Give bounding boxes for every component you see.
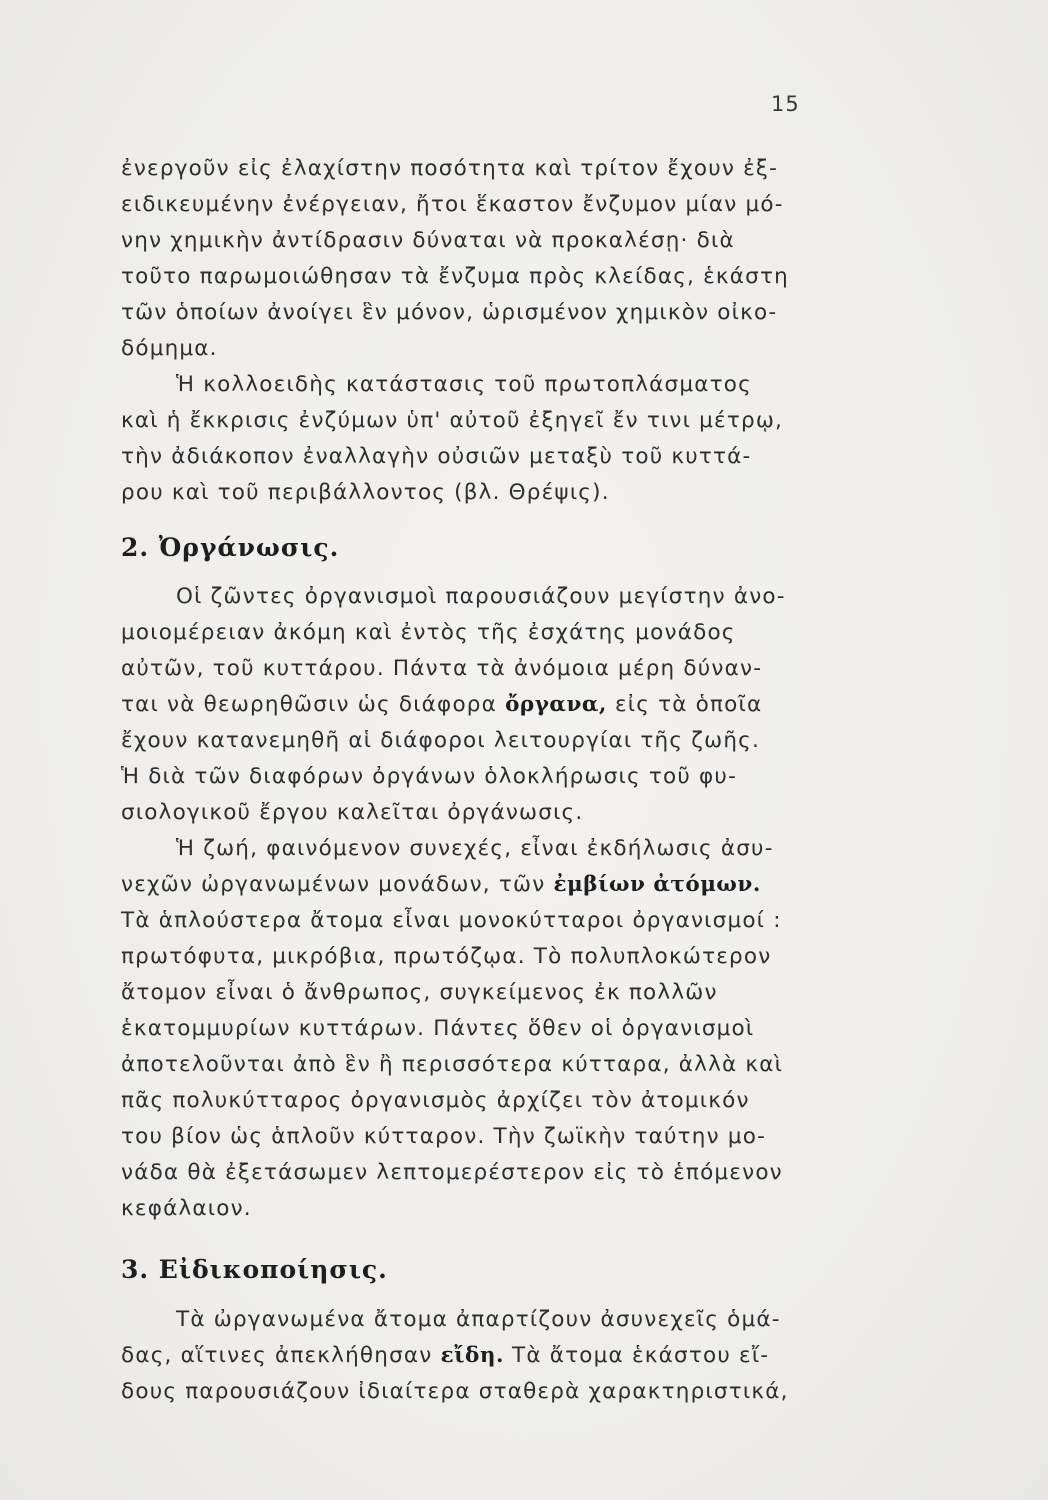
text-segment: εἰς τὰ ὁποῖα — [614, 692, 763, 717]
text-line: ρου καὶ τοῦ περιβάλλοντος (βλ. Θρέψις). — [121, 480, 610, 505]
text-line: του βίον ὡς ἁπλοῦν κύτταρον. Τὴν ζωϊκὴν ταύτην μο- — [121, 1124, 767, 1149]
text-segment: Τὰ ἄτομα ἑκάστου εἴ- — [512, 1343, 770, 1368]
text-line: τὴν ἀδιάκοπον ἐναλλαγὴν οὐσιῶν μεταξὺ τοῦ κυττά- — [121, 444, 752, 469]
text-line: ἔχουν κατανεμηθῆ αἱ διάφοροι λειτουργίαι τῆς ζωῆς. — [121, 728, 761, 753]
text-segment: δας, αἵτινες ἀπεκλήθησαν — [121, 1343, 433, 1368]
text-line: Ἡ κολλοειδὴς κατάστασις τοῦ πρωτοπλάσματος — [176, 372, 752, 397]
text-line: αὐτῶν, τοῦ κυττάρου. Πάντα τὰ ἀνόμοια μέρη δύναν- — [121, 656, 763, 681]
text-segment: νεχῶν ὠργανωμένων μονάδων, τῶν — [121, 872, 546, 897]
text-line: σιολογικοῦ ἔργου καλεῖται ὀργάνωσις. — [121, 800, 584, 825]
text-line: πᾶς πολυκύτταρος ὀργανισμὸς ἀρχίζει τὸν ἀτομικόν — [121, 1088, 750, 1113]
text-line: ἑκατομμυρίων κυττάρων. Πάντες ὅθεν οἱ ὀργανισμοὶ — [121, 1016, 755, 1041]
text-line: Τὰ ἁπλούστερα ἄτομα εἶναι μονοκύτταροι ὀργανισμοί : — [121, 908, 782, 933]
text-line: ἄτομον εἶναι ὁ ἄνθρωπος, συγκείμενος ἐκ πολλῶν — [121, 980, 718, 1005]
text-line: νάδα θὰ ἐξετάσωμεν λεπτομερέστερον εἰς τὸ ἑπόμενον — [121, 1160, 783, 1185]
text-line: καὶ ἡ ἔκκρισις ἐνζύμων ὑπ' αὐτοῦ ἐξηγεῖ ἔν τινι μέτρῳ, — [121, 408, 784, 433]
text-line: μοιομέρειαν ἀκόμη καὶ ἐντὸς τῆς ἐσχάτης μονάδος — [121, 620, 736, 645]
text-line — [121, 872, 761, 897]
text-line: Τὰ ὠργανωμένα ἄτομα ἀπαρτίζουν ἀσυνεχεῖς ὁμά- — [176, 1307, 781, 1332]
text-line: Ἡ διὰ τῶν διαφόρων ὀργάνων ὁλοκλήρωσις τοῦ φυ- — [121, 764, 738, 789]
emphasized-term-eide: εἴδη. — [440, 1343, 504, 1368]
text-segment: ται νὰ θεωρηθῶσιν ὡς διάφορα — [121, 692, 498, 717]
section-heading-organosis: 2. Ὀργάνωσις. — [121, 533, 340, 562]
text-line: νην χημικὴν ἀντίδρασιν δύναται νὰ προκαλέσῃ· διὰ — [121, 228, 735, 253]
text-line: ἀποτελοῦνται ἀπὸ ἓν ἢ περισσότερα κύτταρα, ἀλλὰ καὶ — [121, 1052, 784, 1077]
text-line — [121, 692, 762, 717]
page-number: 15 — [771, 92, 800, 116]
text-line — [121, 1343, 769, 1368]
text-line: Ἡ ζωή, φαινόμενον συνεχές, εἶναι ἐκδήλωσις ἀσυ- — [176, 836, 774, 861]
text-line: ἐνεργοῦν εἰς ἐλαχίστην ποσότητα καὶ τρίτον ἔχουν ἐξ- — [121, 156, 779, 181]
emphasized-term-organa: ὄργανα, — [505, 692, 607, 717]
text-line: δόμημα. — [121, 336, 218, 361]
text-line: πρωτόφυτα, μικρόβια, πρωτόζῳα. Τὸ πολυπλοκώτερον — [121, 944, 772, 969]
text-line: Οἱ ζῶντες ὀργανισμοὶ παρουσιάζουν μεγίστην ἀνο- — [176, 584, 786, 609]
text-line: δους παρουσιάζουν ἰδιαίτερα σταθερὰ χαρακτηριστικά, — [121, 1379, 789, 1404]
text-line: κεφάλαιον. — [121, 1196, 252, 1221]
text-line: τῶν ὁποίων ἀνοίγει ἓν μόνον, ὡρισμένον χημικὸν οἰκο- — [121, 300, 778, 325]
emphasized-term-embion-atomon: ἐμβίων ἀτόμων. — [553, 872, 761, 897]
section-heading-eidikopoiesis: 3. Εἰδικοποίησις. — [121, 1255, 388, 1284]
text-line: τοῦτο παρωμοιώθησαν τὰ ἔνζυμα πρὸς κλείδας, ἑκάστη — [121, 264, 789, 289]
text-line: ειδικευμένην ἐνέργειαν, ἤτοι ἕκαστον ἔνζυμον μίαν μό- — [121, 192, 784, 217]
